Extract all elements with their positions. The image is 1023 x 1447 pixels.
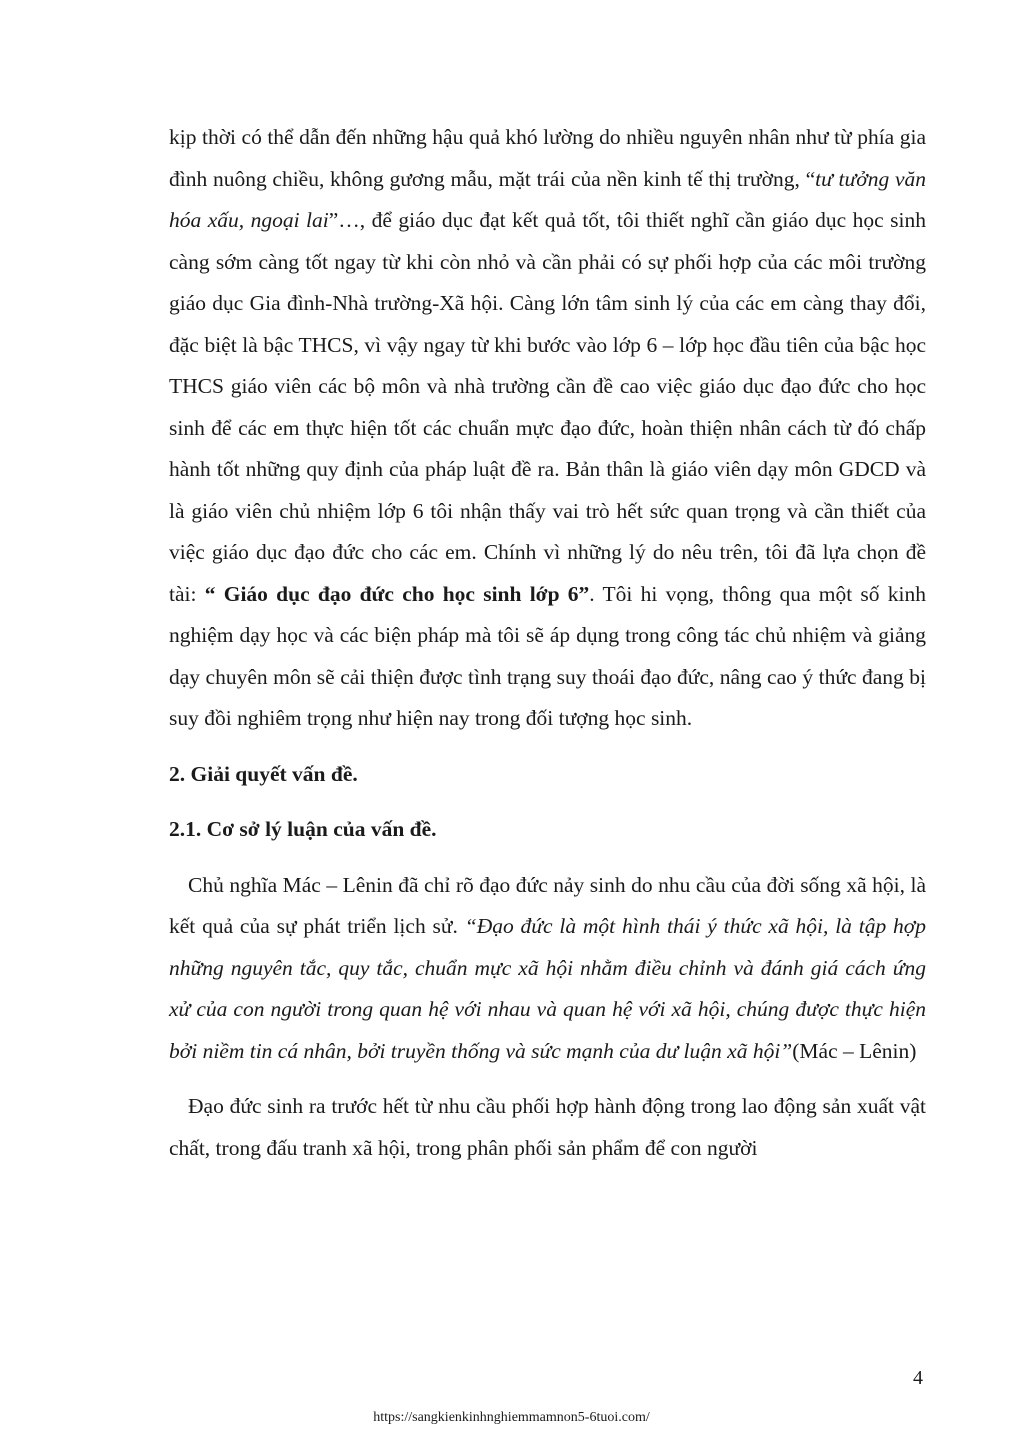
quote-para-italic: “Đạo đức là một hình thái ý thức xã hội, là tập hợp những nguyên tắc, quy tắc, chuẩn mực xã hội nhằm điều chỉnh và đánh giá cách ứng xử của con người trong quan hệ với nhau và quan hệ với xã hội, chúng được thực hiện bởi niềm tin cá nhân, bởi truyền thống và sức mạnh của dư luận xã hội” xyxy=(169,914,926,1063)
intro-text-1: kịp thời có thể dẫn đến những hậu quả khó lường do nhiều nguyên nhân như từ phía gia đình nuông chiều, không gương mẫu, mặt trái của nền kinh tế thị trường, “ xyxy=(169,125,926,191)
intro-text-2: ”…, để giáo dục đạt kết quả tốt, tôi thiết nghĩ cần giáo dục học sinh càng sớm càng tốt ngay từ khi còn nhỏ và cần phải có sự phối hợp của các môi trường giáo dục Gia đình-Nhà trường-Xã hội. Càng lớn tâm sinh lý của các em càng thay đổi, đặc biệt là bậc THCS, vì vậy ngay từ khi bước vào lớp 6 – lớp học đầu tiên của bậc học THCS giáo viên các bộ môn và nhà trường cần đề cao việc giáo dục đạo đức cho học sinh để các em thực hiện tốt các chuẩn mực đạo đức, hoàn thiện nhân cách từ đó chấp hành tốt những quy định của pháp luật đề ra. Bản thân là giáo viên dạy môn GDCD và là giáo viên chủ nhiệm lớp 6 tôi nhận thấy vai trò hết sức quan trọng và cần thiết của việc giáo dục đạo đức cho các em. Chính vì những lý do nêu trên, tôi đã lựa chọn đề tài: xyxy=(169,208,927,606)
marxism-quote-paragraph xyxy=(169,865,926,1073)
section-heading-2-1: 2.1. Cơ sở lý luận của vấn đề. xyxy=(169,817,437,841)
intro-text-3: . Tôi hi vọng, thông qua một số kinh nghiệm dạy học và các biện pháp mà tôi sẽ áp dụng trong công tác chủ nhiệm và giảng dạy chuyên môn sẽ cải thiện được tình trạng suy thoái đạo đức, nâng cao ý thức đang bị suy đồi nghiêm trọng như hiện nay trong đối tượng học sinh. xyxy=(169,581,927,730)
document-body xyxy=(169,117,926,1169)
section-heading-2: 2. Giải quyết vấn đề. xyxy=(169,761,358,786)
intro-italic-quote: tư tưởng văn hóa xấu, ngoại lai xyxy=(169,166,926,232)
footer-url: https://sangkienkinhnghiemmamnon5-6tuoi.com/ xyxy=(373,1410,650,1425)
quote-para-text-1: Chủ nghĩa Mác – Lênin đã chỉ rõ đạo đức nảy sinh do nhu cầu của đời sống xã hội, là kết quả của sự phát triển lịch sử. xyxy=(169,872,926,938)
intro-bold-topic: “ Giáo dục đạo đức cho học sinh lớp 6” xyxy=(204,581,590,606)
quote-para-text-2: (Mác – Lênin) xyxy=(792,1038,917,1063)
page-number: 4 xyxy=(913,1367,923,1389)
intro-paragraph xyxy=(169,117,926,740)
origin-paragraph: Đạo đức sinh ra trước hết từ nhu cầu phối hợp hành động trong lao động sản xuất vật chất, trong đấu tranh xã hội, trong phân phối sản phẩm để con người xyxy=(169,1094,926,1160)
